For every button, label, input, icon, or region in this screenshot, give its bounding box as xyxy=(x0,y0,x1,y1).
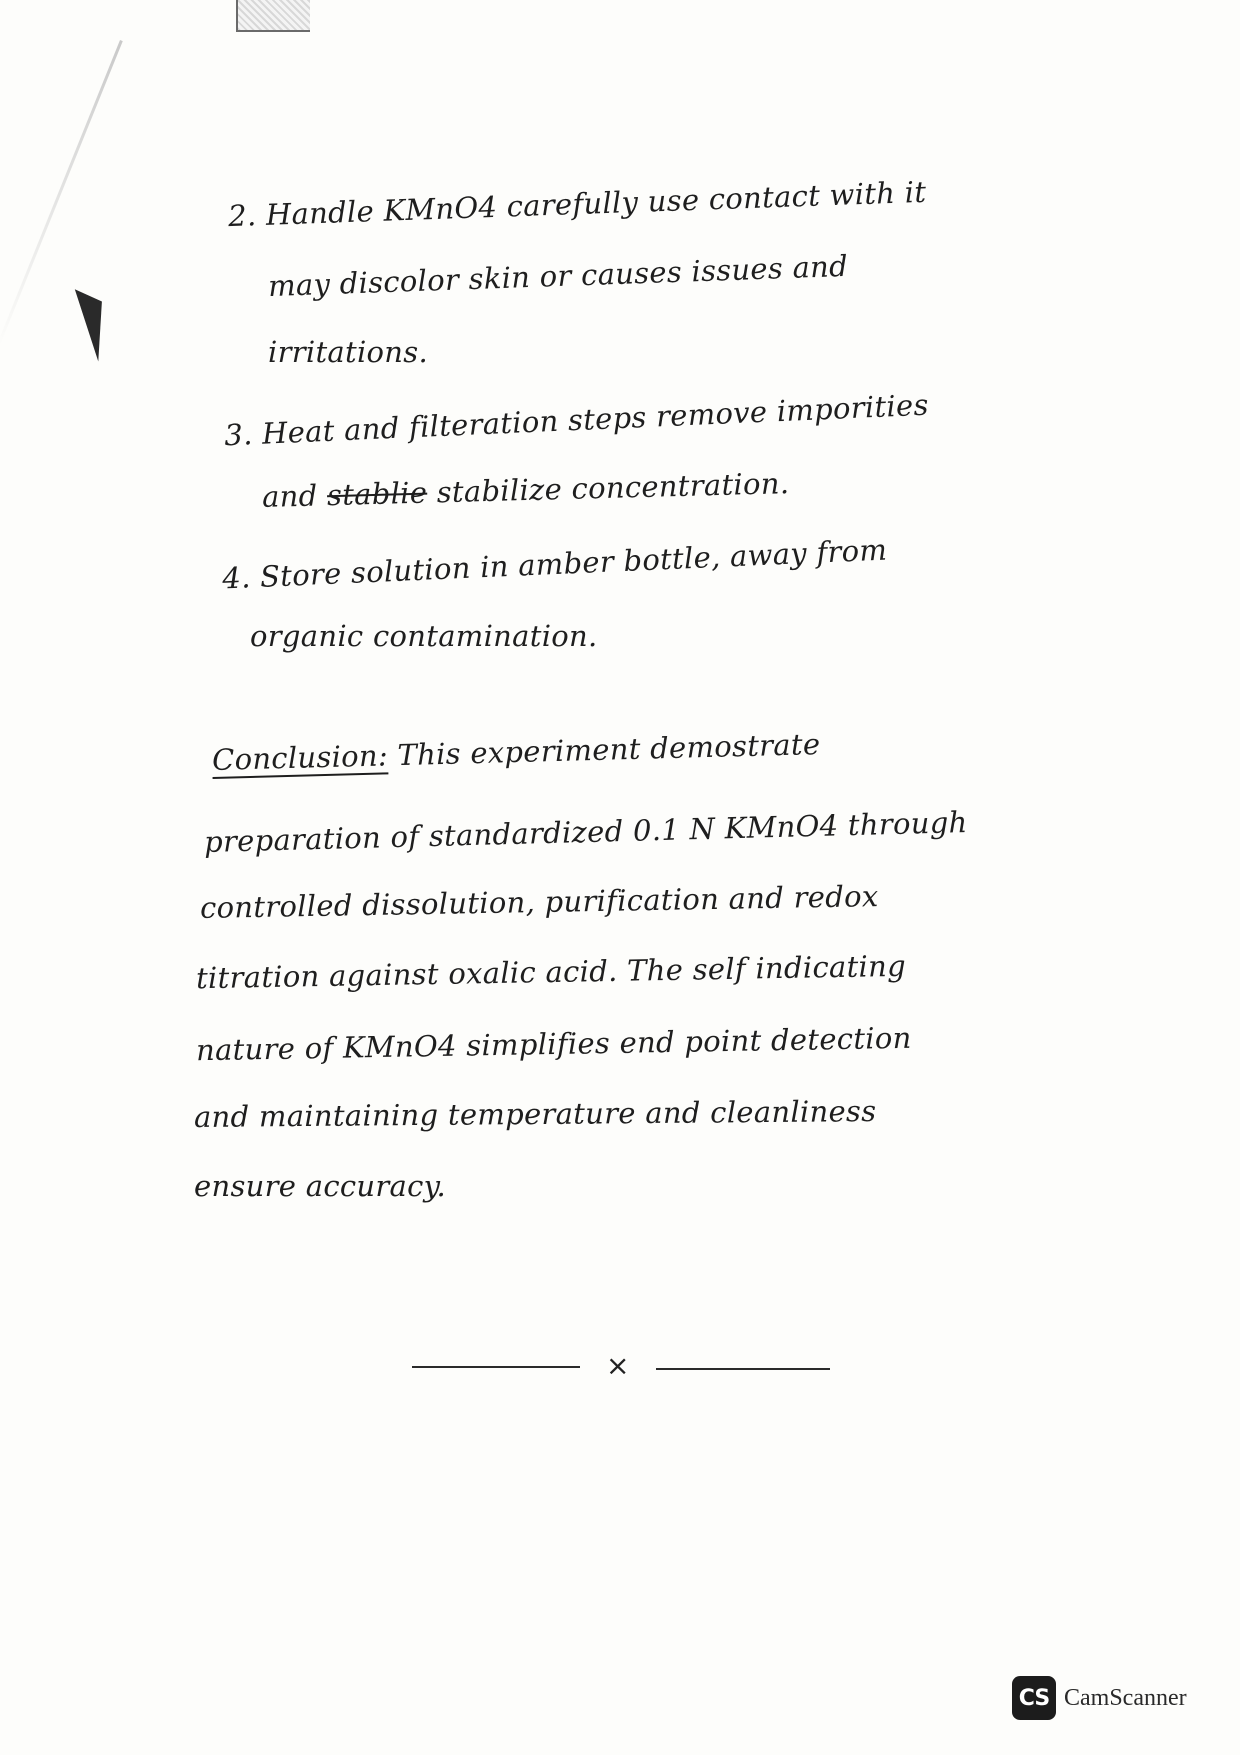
point-2-line-1: 2. Handle KMnO4 carefully use contact with it xyxy=(227,174,927,234)
end-rule-left xyxy=(412,1366,580,1368)
conclusion-line-3: controlled dissolution, purification and redox xyxy=(199,879,879,925)
point-4-line-1: 4. Store solution in amber bottle, away from xyxy=(221,532,888,596)
point-2-line-2: may discolor skin or causes issues and xyxy=(267,248,849,304)
conclusion-line-4: titration against oxalic acid. The self indicating xyxy=(195,948,907,996)
end-cross-mark: × xyxy=(606,1349,630,1382)
point-3-line-1: 3. Heat and filteration steps remove imporities xyxy=(223,387,930,453)
point-3-struck-word: stablie xyxy=(326,475,428,513)
conclusion-line-1-text: This experiment demostrate xyxy=(397,727,821,773)
page-scuff-mark xyxy=(0,40,123,347)
conclusion-line-6: and maintaining temperature and cleanliness xyxy=(193,1094,877,1134)
conclusion-heading: Conclusion: xyxy=(211,738,389,777)
conclusion-line-2: preparation of standardized 0.1 N KMnO4 through xyxy=(203,805,968,859)
camscanner-name: CamScanner xyxy=(1064,1684,1187,1711)
camscanner-logo-icon: CS xyxy=(1012,1676,1056,1720)
point-3-line-2-end: stabilize concentration. xyxy=(436,466,790,510)
point-2-line-3: irritations. xyxy=(268,335,428,369)
torn-corner-mark xyxy=(236,0,310,32)
conclusion-line-7: ensure accuracy. xyxy=(194,1169,447,1203)
end-rule-right xyxy=(656,1368,830,1370)
point-3-line-2-start: and xyxy=(261,478,318,514)
point-4-line-2: organic contamination. xyxy=(250,619,598,653)
conclusion-line-5: nature of KMnO4 simplifies end point detection xyxy=(195,1020,912,1068)
camscanner-watermark xyxy=(1012,1675,1187,1721)
edge-ink-mark xyxy=(75,282,119,361)
conclusion-line-1 xyxy=(211,727,821,777)
point-3-line-2 xyxy=(261,466,790,514)
